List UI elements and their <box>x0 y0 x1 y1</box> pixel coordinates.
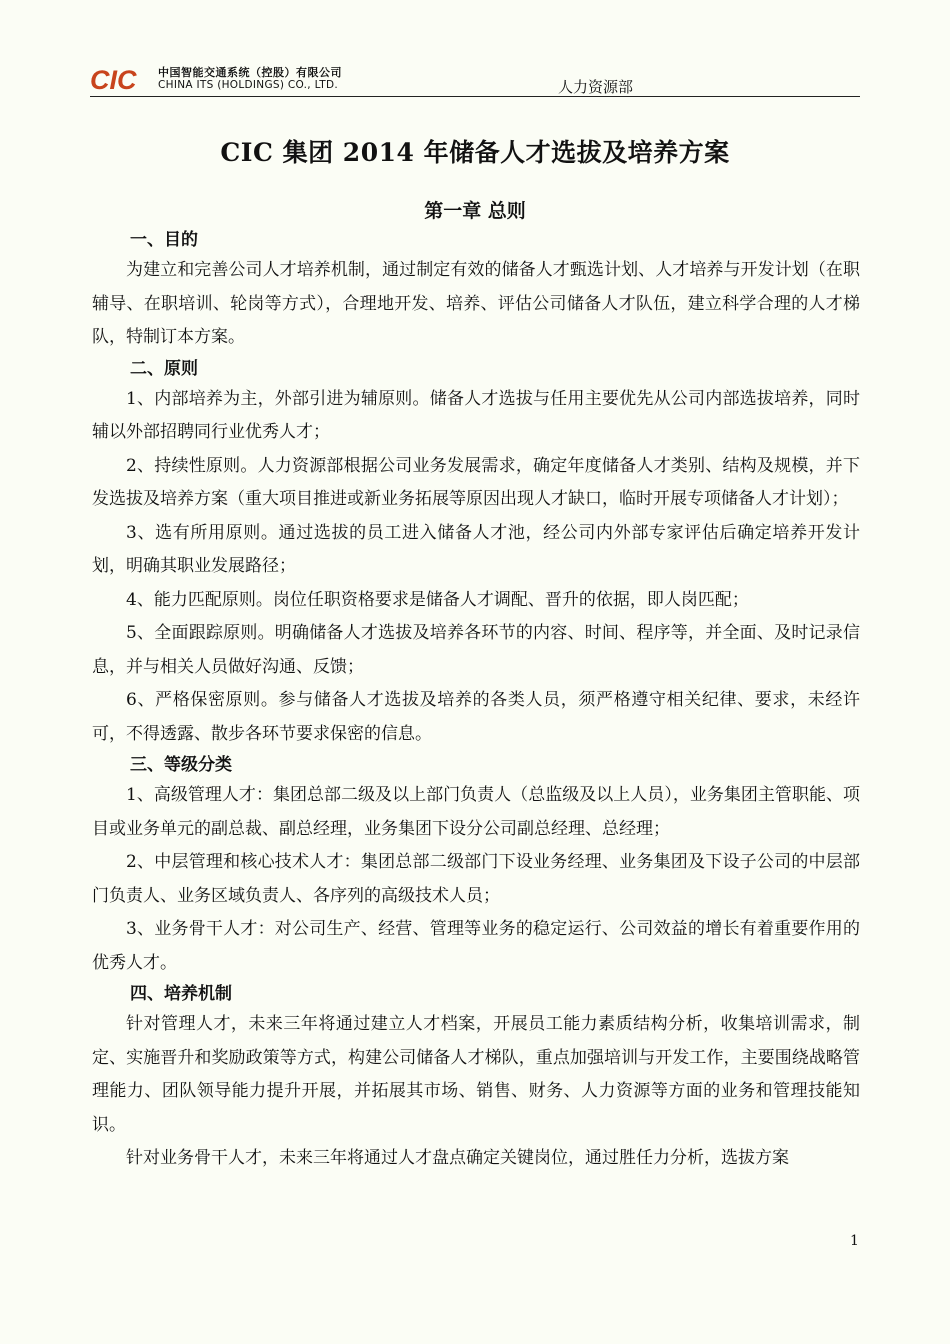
paragraph: 2、持续性原则。人力资源部根据公司业务发展需求，确定年度储备人才类别、结构及规模，并下发选拔及培养方案（重大项目推进或新业务拓展等原因出现人才缺口，临时开展专项储备人才计划）； <box>92 455 860 509</box>
paragraph: 1、内部培养为主，外部引进为辅原则。储备人才选拔与任用主要优先从公司内部选拔培养，同时辅以外部招聘同行业优秀人才； <box>92 388 860 442</box>
svg-text:CIC: CIC <box>90 65 137 93</box>
paragraph: 2、中层管理和核心技术人才：集团总部二级部门下设业务经理、业务集团及下设子公司的中层部门负责人、业务区域负责人、各序列的高级技术人员； <box>92 852 860 906</box>
paragraph: 针对管理人才，未来三年将通过建立人才档案，开展员工能力素质结构分析，收集培训需求，制定、实施晋升和奖励政策等方式，构建公司储备人才梯队，重点加强培训与开发工作，主要围绕战略管理能力、团队领导能力提升开展，并拓展其市场、销售、财务、人力资源等方面的业务和管理技能知识。 <box>92 1014 860 1135</box>
company-name <box>158 66 342 92</box>
paragraph: 6、严格保密原则。参与储备人才选拔及培养的各类人员，须严格遵守相关纪律、要求，未经许可，不得透露、散步各环节要求保密的信息。 <box>92 690 860 744</box>
section-heading: 四、培养机制 <box>130 984 232 1004</box>
paragraph: 为建立和完善公司人才培养机制，通过制定有效的储备人才甄选计划、人才培养与开发计划（在职辅导、在职培训、轮岗等方式），合理地开发、培养、评估公司储备人才队伍，建立科学合理的人才梯队，特制订本方案。 <box>92 260 860 347</box>
department-label: 人力资源部 <box>558 78 634 96</box>
document-title: CIC 集团 2014 年储备人才选拔及培养方案 <box>220 138 730 167</box>
section-heading: 三、等级分类 <box>130 755 232 775</box>
paragraph: 针对业务骨干人才，未来三年将通过人才盘点确定关键岗位，通过胜任力分析，选拔方案 <box>126 1148 789 1168</box>
paragraph: 1、高级管理人才：集团总部二级及以上部门负责人（总监级及以上人员），业务集团主管职能、项目或业务单元的副总裁、副总经理，业务集团下设分公司副总经理、总经理； <box>92 785 860 839</box>
section-heading: 二、原则 <box>130 358 198 379</box>
document-body <box>92 226 860 1176</box>
company-name-en: CHINA ITS (HOLDINGS) CO., LTD. <box>158 79 339 91</box>
company-name-cn: 中国智能交通系统（控股）有限公司 <box>158 66 342 79</box>
page-number: 1 <box>850 1233 859 1249</box>
paragraph: 3、选有所用原则。通过选拔的员工进入储备人才池，经公司内外部专家评估后确定培养开发计划，明确其职业发展路径； <box>92 522 860 576</box>
page-header <box>90 62 860 97</box>
chapter-heading: 第一章 总则 <box>424 200 526 222</box>
paragraph: 5、全面跟踪原则。明确储备人才选拔及培养各环节的内容、时间、程序等，并全面、及时记录信息，并与相关人员做好沟通、反馈； <box>92 623 860 677</box>
cic-logo <box>90 65 152 93</box>
paragraph: 4、能力匹配原则。岗位任职资格要求是储备人才调配、晋升的依据，即人岗匹配； <box>126 589 749 610</box>
paragraph: 3、业务骨干人才：对公司生产、经营、管理等业务的稳定运行、公司效益的增长有着重要作用的优秀人才。 <box>92 919 860 973</box>
section-heading: 一、目的 <box>130 230 198 250</box>
